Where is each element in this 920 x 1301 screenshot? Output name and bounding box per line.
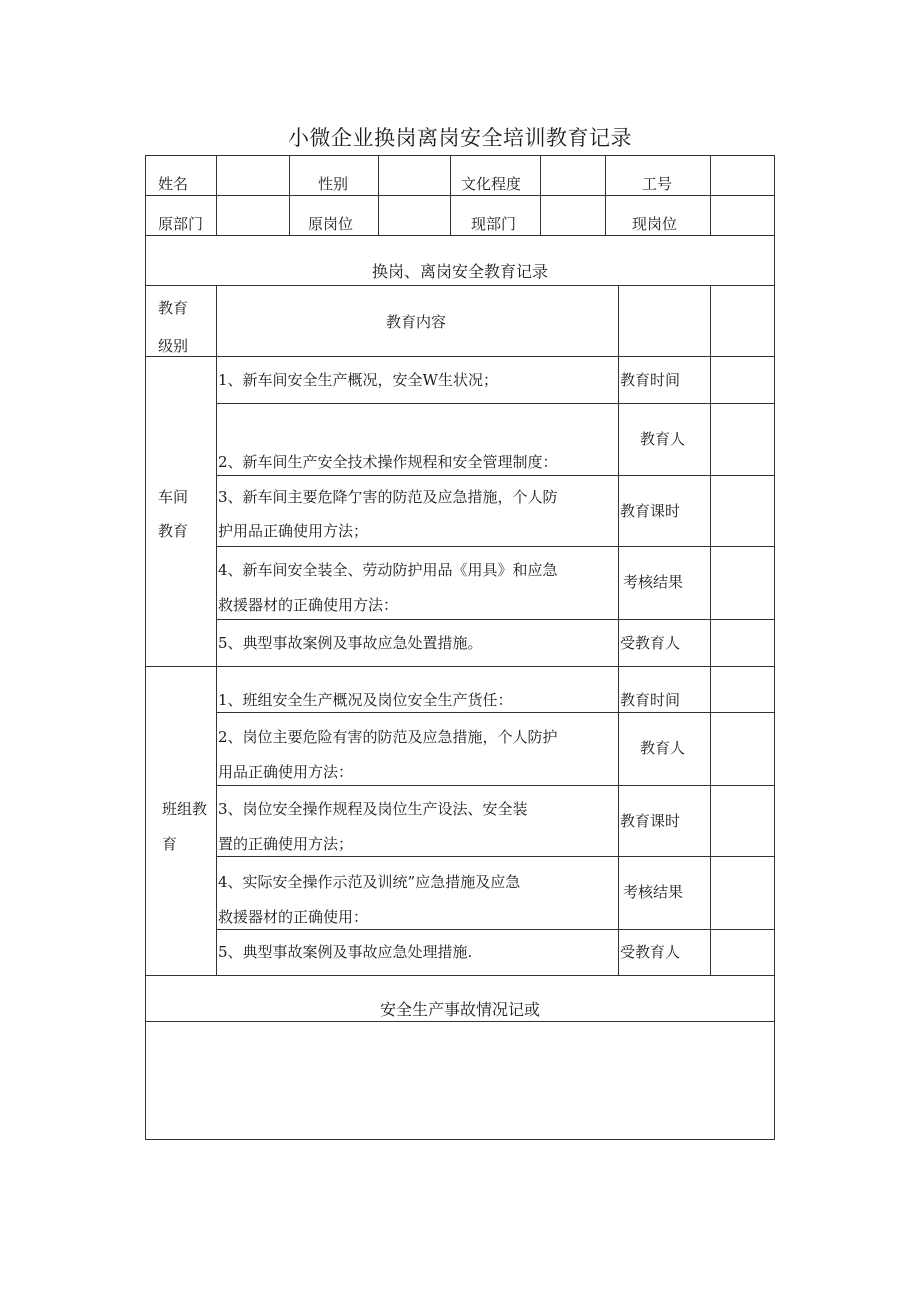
divider (289, 155, 290, 235)
divider (378, 155, 379, 235)
employee-id-label: 工号 (642, 175, 673, 193)
team-item-5: 5、典型事故案例及事故应急处理措施. (218, 943, 473, 961)
workshop-education-label: 教育 (158, 522, 189, 540)
education-level-label: 文化程度 (461, 175, 522, 193)
team-item-2: 2、岗位主要危险有害的防范及应急措施，个人防护 (218, 728, 558, 746)
section-title-accident-record: 安全生产事故情况记或 (379, 1000, 540, 1019)
team-item-3: 置的正确使用方法； (218, 835, 354, 853)
divider (145, 666, 775, 667)
team-item-1: 1、班组安全生产概况及岗位安全生产货任： (218, 691, 513, 709)
workshop-class-hours-label: 教育课时 (620, 502, 681, 520)
workshop-item-5: 5、典型事故案例及事故应急处置措施。 (218, 634, 483, 652)
gender-label: 性别 (318, 175, 349, 193)
team-class-hours-label: 教育课时 (620, 812, 681, 830)
divider (216, 712, 775, 713)
divider (618, 285, 619, 975)
divider (145, 195, 775, 196)
divider (216, 619, 775, 620)
divider (216, 856, 775, 857)
team-education-time-label: 教育时间 (620, 691, 681, 709)
divider (216, 155, 217, 235)
divider (216, 546, 775, 547)
section-title-transfer-education: 换岗、离岗安全教育记录 (371, 262, 548, 281)
divider (450, 155, 451, 235)
team-assessment-result-label: 考核结果 (623, 883, 684, 901)
current-position-label: 现岗位 (632, 215, 678, 233)
workshop-item-1: 1、新车间安全生产概况，安全W生状况； (218, 371, 498, 389)
divider (710, 155, 711, 235)
workshop-trainee-label: 受教育人 (620, 634, 681, 652)
divider (145, 285, 775, 286)
divider (145, 356, 775, 357)
name-label: 姓名 (158, 175, 189, 193)
divider (216, 929, 775, 930)
divider (145, 235, 775, 236)
team-education-label: 班组教 (162, 800, 208, 818)
accident-record-field[interactable] (146, 1022, 774, 1139)
divider (605, 155, 606, 235)
previous-position-label: 原岗位 (308, 215, 354, 233)
document-title: 小微企业换岗离岗安全培训教育记录 (288, 126, 632, 150)
divider (710, 285, 711, 975)
workshop-item-3: 3、新车间主要危降亇害的防范及应急措施，个人防 (218, 488, 558, 506)
divider (145, 975, 775, 976)
education-level-header: 级别 (158, 337, 189, 355)
team-item-2: 用品正确使用方法： (218, 763, 354, 781)
workshop-item-4: 4、新车间安全装全、劳动防护用品《用具》和应急 (218, 561, 558, 579)
divider (216, 475, 775, 476)
divider (540, 155, 541, 235)
workshop-education-label: 车间 (158, 488, 189, 506)
team-trainee-label: 受教育人 (620, 943, 681, 961)
workshop-item-4: 救援器材的正确使用方法： (218, 596, 399, 614)
team-item-3: 3、岗位安全操作规程及岗位生产设法、安全装 (218, 800, 528, 818)
workshop-educator-label: 教育人 (640, 430, 686, 448)
team-item-4: 4、实际安全操作示范及训统”应急措施及应急 (218, 873, 521, 891)
workshop-item-2: 2、新车间生产安全技术操作规程和安全管理制度： (218, 453, 558, 471)
education-level-header: 教育 (158, 299, 189, 317)
divider (216, 285, 217, 975)
workshop-item-3: 护用品正确使用方法； (218, 522, 369, 540)
current-department-label: 现部门 (471, 215, 517, 233)
workshop-assessment-result-label: 考核结果 (623, 573, 684, 591)
team-education-label: 育 (162, 835, 178, 853)
previous-department-label: 原部门 (158, 215, 204, 233)
divider (216, 785, 775, 786)
team-educator-label: 教育人 (640, 739, 686, 757)
workshop-education-time-label: 教育时间 (620, 371, 681, 389)
divider (216, 403, 775, 404)
team-item-4: 救援器材的正确使用： (218, 908, 369, 926)
education-content-header: 教育内容 (386, 313, 447, 331)
